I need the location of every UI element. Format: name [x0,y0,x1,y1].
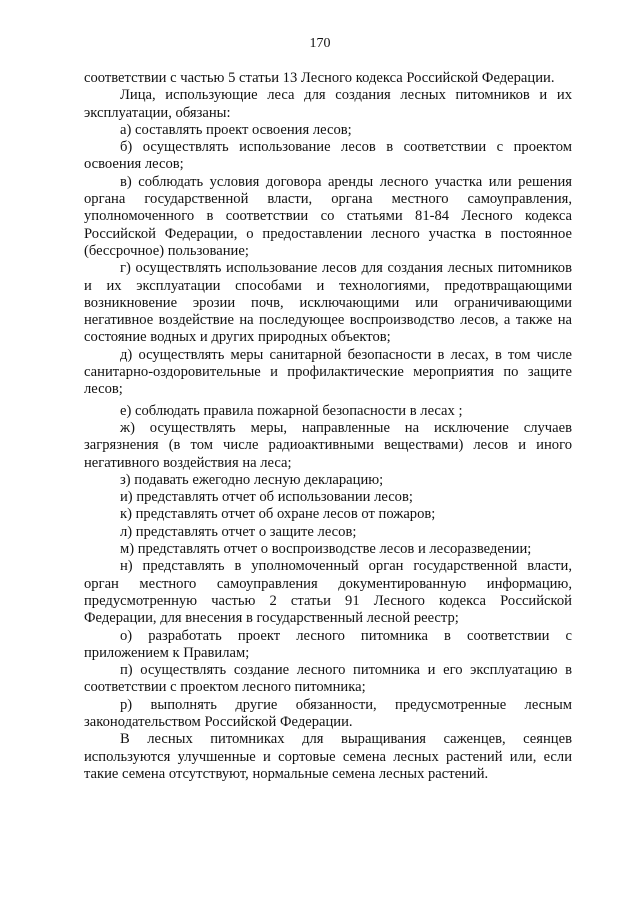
document-body [84,70,572,783]
list-item-n: н) представлять в уполномоченный орган государственной власти, орган местного самоуправления документированную информацию, предусмотренную частью 2 статьи 91 Лесного кодекса Российской Федерации, для внесения в государственный лесной реестр; [84,558,572,627]
list-item-o: о) разработать проект лесного питомника в соответствии с приложением к Правилам; [84,627,572,661]
list-item-zh: ж) осуществлять меры, направленные на исключение случаев загрязнения (в том числе радиоактивными веществами) лесов и иного негативного воздействия на леса; [84,419,572,471]
list-item-i: и) представлять отчет об использовании лесов; [120,489,413,506]
list-item-v: в) соблюдать условия договора аренды лесного участка или решения органа государственной власти, органа местного самоуправления, уполномоченного в соответствии со статьями 81-84 Лесного кодекса Российской Федерации, о предоставлении лесного участка в постоянное (бессрочное) пользование; [84,173,572,259]
list-item-p: п) осуществлять создание лесного питомника и его эксплуатацию в соответствии с проектом лесного питомника; [84,662,572,696]
list-item-b: б) осуществлять использование лесов в соответствии с проектом освоения лесов; [84,139,572,173]
list-item-l: л) представлять отчет о защите лесов; [120,523,357,540]
list-item-d: д) осуществлять меры санитарной безопасности в лесах, в том числе санитарно-оздоровительные и профилактические мероприятия по защите лесов; [84,346,572,398]
list-item-r: р) выполнять другие обязанности, предусмотренные лесным законодательством Российской Федерации. [84,696,572,730]
list-item-a: а) составлять проект освоения лесов; [120,121,352,138]
list-item-z: з) подавать ежегодно лесную декларацию; [120,471,384,488]
list-item-g: г) осуществлять использование лесов для создания лесных питомников и их эксплуатации способами и технологиями, предотвращающими возникновение эрозии почв, исключающими или ограничивающими негативное воздействие на последующее воспроизводство лесов, а также на состояние водных и других природных объектов; [84,260,572,346]
list-item-m: м) представлять отчет о воспроизводстве лесов и лесоразведении; [120,541,532,558]
paragraph-seeds: В лесных питомниках для выращивания саженцев, сеянцев используются улучшенные и сортовые семена лесных растений или, если такие семена отсутствуют, нормальные семена лесных растений. [84,731,572,782]
page-number: 170 [309,36,331,51]
paragraph-obligations-intro: Лица, использующие леса для создания лесных питомников и их эксплуатации, обязаны: [84,87,572,121]
list-item-e: е) соблюдать правила пожарной безопасности в лесах ; [120,402,463,419]
list-item-k: к) представлять отчет об охране лесов от пожаров; [120,506,436,523]
paragraph-continuation: соответствии с частью 5 статьи 13 Лесного кодекса Российской Федерации. [84,70,555,86]
